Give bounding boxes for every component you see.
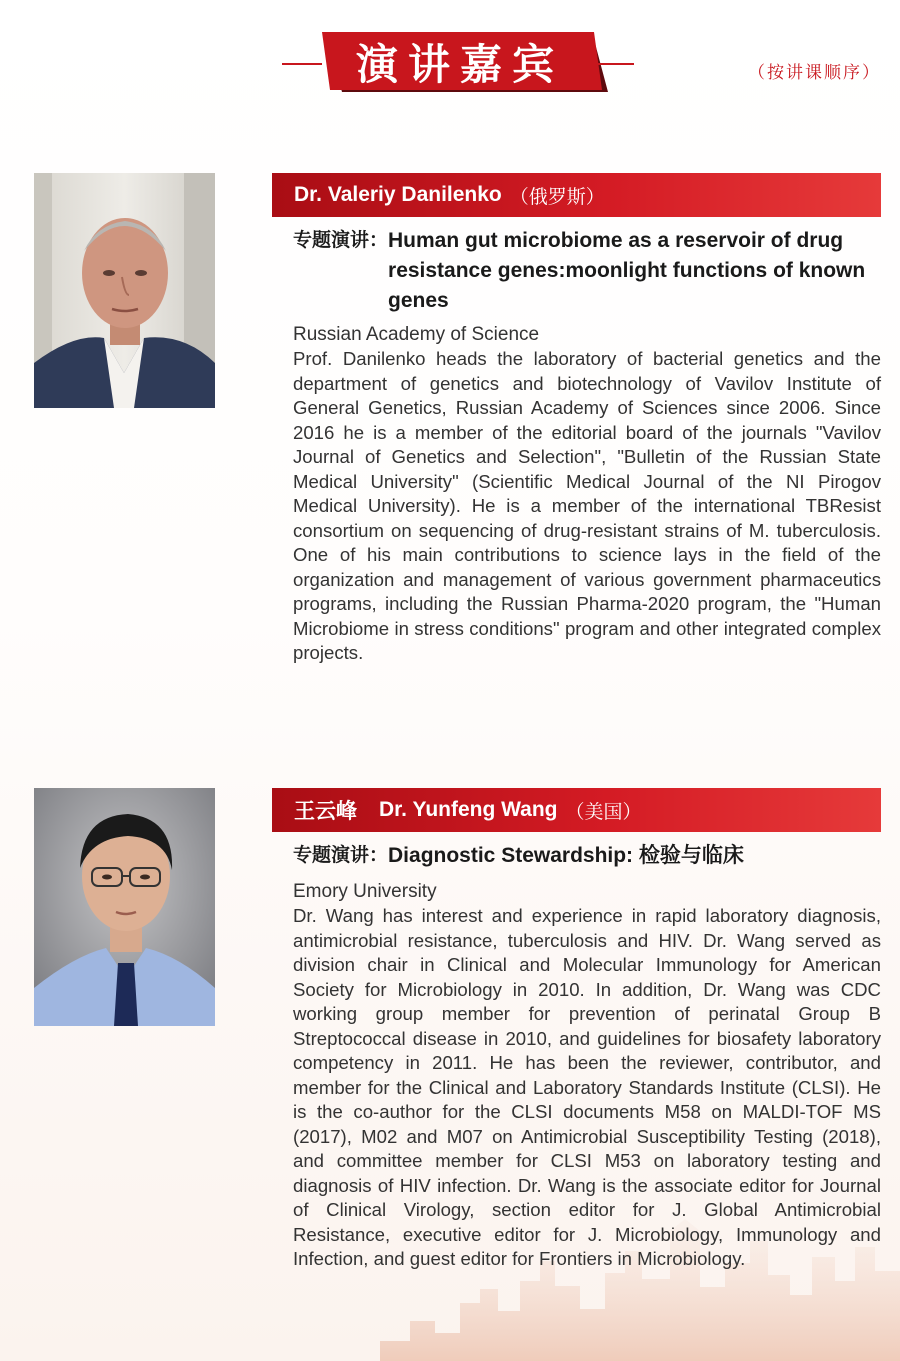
speaker-bio: Dr. Wang has interest and experience in rapid laboratory diagnosis, antimicrobial resistance, tuberculosis and HIV. Dr. Wang served as division chair in Clinical and Molecular Immunology for American Society for Microbiology in 2010. In addition, Dr. Wang was CDC working group member for prevention of perinatal Group B Streptococcal disease in 2010, and guidelines for biosafety laboratory competency in 2011. He has been the reviewer, contributor, and member for the Clinical and Laboratory Standards Institute (CLSI). He is the co-author for the CLSI documents M58 on MALDI-TOF MS (2017), M02 and M07 on Antimicrobial Susceptibility Testing (2018), and committee member for CLSI M53 on laboratory testing and diagnosis of HIV infection. Dr. Wang is the associate editor for Journal of Clinical Virology, section editor for J. Global Antimicrobial Resistance, executive editor for J. Microbiology, Immunology and Infection, and guest editor for Frontiers in Microbiology. — [293, 905, 881, 1269]
speaker-affiliation: Emory University — [293, 881, 437, 902]
speaker-country: （美国） — [565, 801, 642, 823]
speaker-photo-danilenko — [34, 173, 215, 408]
topic-title: Diagnostic Stewardship: 检验与临床 — [388, 844, 744, 867]
speaker-name-cn: 王云峰 — [294, 800, 357, 823]
speaker-country: （俄罗斯） — [509, 186, 605, 208]
speaker-topic — [293, 841, 883, 871]
speaker-order-note: （按讲课顺序） — [748, 63, 881, 83]
speaker-name-bar — [272, 173, 881, 217]
section-header — [0, 0, 900, 120]
speaker-photo-wang — [34, 788, 215, 1026]
topic-label: 专题演讲： — [293, 230, 389, 251]
topic-title: Human gut microbiome as a reservoir of drug resistance genes:moonlight functions of known genes — [388, 229, 866, 312]
speaker-bio: Prof. Danilenko heads the laboratory of bacterial genetics and the department of genetics and biotechnology of Vavilov Institute of General Genetics, Russian Academy of Sciences since 2006. Since 2016 he is a member of the editorial board of the journals "Vavilov Journal of Genetics and Selection", "Bulletin of the Russian State Medical University" (Scientific Medical Journal of the NI Pirogov Medical University). He is a member of the international TBResist consortium on sequencing of drug-resistant strains of M. tuberculosis. One of his main contributions to science lays in the field of the organization and management of various government pharmaceutics programs, including the Russian Pharma-2020 program, the "Human Microbiome in stress conditions" program and other integrated complex projects. — [293, 348, 881, 663]
header-rule-right — [596, 63, 634, 65]
speaker-affiliation: Russian Academy of Science — [293, 324, 540, 345]
speaker-topic — [293, 226, 883, 316]
page-title: 演讲嘉宾 — [355, 40, 564, 89]
speaker-name-en: Dr. Valeriy Danilenko — [294, 183, 502, 206]
portrait-image — [34, 788, 215, 1026]
portrait-image — [34, 173, 215, 408]
speaker-name-bar — [272, 788, 881, 832]
topic-label: 专题演讲： — [293, 845, 389, 866]
speaker-name-en: Dr. Yunfeng Wang — [379, 798, 558, 821]
